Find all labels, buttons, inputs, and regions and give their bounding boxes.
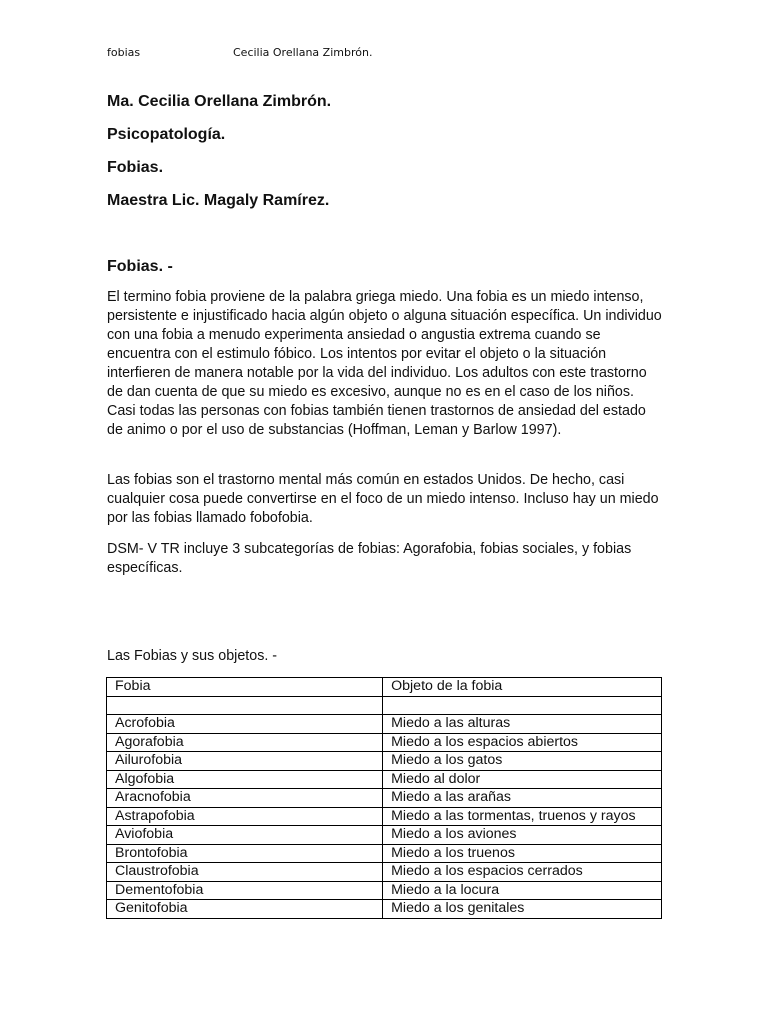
table-row xyxy=(107,696,662,715)
paragraph-definition: El termino fobia proviene de la palabra griega miedo. Una fobia es un miedo intenso, persistente e injustificado hacia algún objeto o alguna situación específica. Un individuo con una fobia a menudo experimenta ansiedad o angustia extrema cuando se encuentra con el estimulo fóbico. Los intentos por evitar el objeto o la situación interfieren de manera notable por la vida del individuo. Los adultos con este trastorno de dan cuenta de que su miedo es excesivo, aunque no es en el caso de los niños. Casi todas las personas con fobias también tienen trastornos de ansiedad del estado de animo o por el uso de substancias (Hoffman, Leman y Barlow 1997). xyxy=(107,289,662,438)
table-cell: Miedo a los espacios abiertos xyxy=(383,733,662,752)
table-row xyxy=(107,752,662,771)
table-caption: Las Fobias y sus objetos. - xyxy=(107,648,278,664)
table-cell: Genitofobia xyxy=(107,900,383,919)
fobias-table xyxy=(106,677,662,919)
table-cell: Miedo a los aviones xyxy=(383,826,662,845)
header-doc-name: fobias xyxy=(107,46,141,59)
table-cell: Acrofobia xyxy=(107,715,383,734)
paragraph-dsm: DSM- V TR incluye 3 subcategorías de fobias: Agorafobia, fobias sociales, y fobias específicas. xyxy=(107,541,632,576)
table-row xyxy=(107,733,662,752)
paragraph-prevalence: Las fobias son el trastorno mental más común en estados Unidos. De hecho, casi cualquier cosa puede convertirse en el foco de un miedo intenso. Incluso hay un miedo por las fobias llamado fobofobia. xyxy=(107,472,659,526)
table-row xyxy=(107,863,662,882)
table-cell: Miedo a la locura xyxy=(383,881,662,900)
table-row xyxy=(107,826,662,845)
table-cell: Claustrofobia xyxy=(107,863,383,882)
table-cell: Brontofobia xyxy=(107,844,383,863)
table-cell: Algofobia xyxy=(107,770,383,789)
table-row xyxy=(107,715,662,734)
topic-name: Fobias. xyxy=(107,159,164,176)
table-cell: Miedo a las alturas xyxy=(383,715,662,734)
header-cell-objeto: Objeto de la fobia xyxy=(383,678,662,697)
table-row xyxy=(107,789,662,808)
course-name: Psicopatología. xyxy=(107,126,226,143)
table-row xyxy=(107,900,662,919)
table-cell: Miedo a las tormentas, truenos y rayos xyxy=(383,807,662,826)
author-name: Ma. Cecilia Orellana Zimbrón. xyxy=(107,93,332,110)
table-cell: Miedo a los truenos xyxy=(383,844,662,863)
table-cell: Dementofobia xyxy=(107,881,383,900)
table-row xyxy=(107,770,662,789)
table-cell: Astrapofobia xyxy=(107,807,383,826)
table-cell xyxy=(107,696,383,715)
table-row xyxy=(107,881,662,900)
teacher-name: Maestra Lic. Magaly Ramírez. xyxy=(107,192,330,209)
table-cell: Aviofobia xyxy=(107,826,383,845)
header-author: Cecilia Orellana Zimbrón. xyxy=(233,46,373,59)
table-cell: Aracnofobia xyxy=(107,789,383,808)
table-header-row xyxy=(107,678,662,697)
table-cell: Miedo a los espacios cerrados xyxy=(383,863,662,882)
table-cell: Ailurofobia xyxy=(107,752,383,771)
table-cell: Miedo al dolor xyxy=(383,770,662,789)
table-cell: Miedo a los genitales xyxy=(383,900,662,919)
section-heading: Fobias. - xyxy=(107,258,173,275)
table-cell: Miedo a las arañas xyxy=(383,789,662,808)
header-cell-fobia: Fobia xyxy=(107,678,383,697)
table-row xyxy=(107,807,662,826)
table-cell: Miedo a los gatos xyxy=(383,752,662,771)
table-cell: Agorafobia xyxy=(107,733,383,752)
title-block xyxy=(107,92,331,224)
table-cell xyxy=(383,696,662,715)
table-row xyxy=(107,844,662,863)
